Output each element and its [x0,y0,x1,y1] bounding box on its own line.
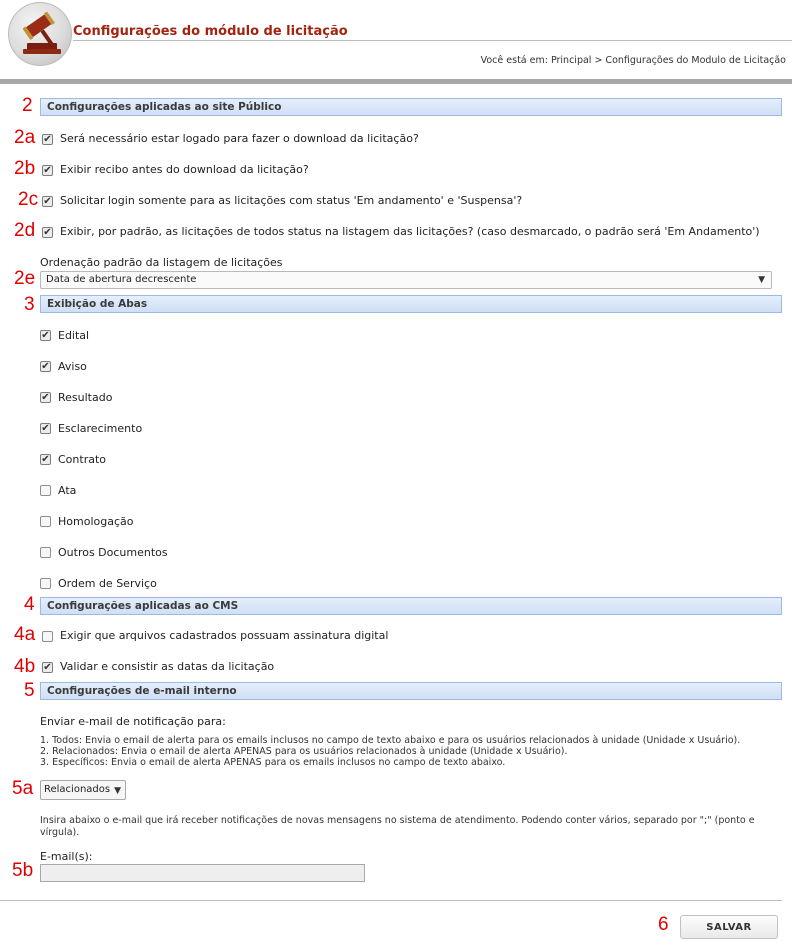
login-status-label: Solicitar login somente para as licitações com status 'Em andamento' e 'Suspensa'? [60,194,523,207]
marker-2b: 2b [14,158,36,179]
validate-dates-label: Validar e consistir as datas da licitação [60,660,275,673]
header-divider [73,40,792,41]
gavel-logo-icon [8,2,72,66]
tab-contrato-checkbox[interactable]: ✔ [41,453,50,465]
login-status-checkbox[interactable]: ✔ [43,195,52,207]
marker-3: 3 [24,294,35,315]
notify-option-relacionados: 2. Relacionados: Envia o email de alerta APENAS para os usuários relacionados à unidade (Unidade x Usuário). [40,746,568,757]
marker-4b: 4b [14,656,36,677]
marker-2a: 2a [14,127,36,148]
marker-5a: 5a [12,778,34,799]
tab-resultado-label: Resultado [58,391,113,404]
tab-homologacao-label: Homologação [58,515,134,528]
breadcrumb: Você está em: Principal > Configurações do Modulo de Licitação [480,55,786,66]
marker-5b: 5b [12,860,34,881]
notify-label: Enviar e-mail de notificação para: [40,715,226,728]
require-login-checkbox[interactable]: ✔ [43,133,52,145]
marker-2e: 2e [14,268,36,289]
marker-2d: 2d [14,220,36,241]
tab-resultado-checkbox[interactable]: ✔ [41,391,50,403]
ordering-select-value: Data de abertura decrescente [46,274,197,285]
marker-6: 6 [658,914,669,935]
dropdown-arrow-icon: ▼ [114,786,121,796]
tab-outros-documentos-checkbox[interactable] [40,547,51,558]
header-bar [0,79,792,84]
digital-signature-checkbox[interactable] [42,631,53,642]
tab-contrato-label: Contrato [58,453,107,466]
tab-esclarecimento-checkbox[interactable]: ✔ [41,422,50,434]
require-login-label: Será necessário estar logado para fazer o download da licitação? [60,132,419,145]
show-all-status-label: Exibir, por padrão, as licitações de todos status na listagem das licitações? (caso desmarcado, o padrão será 'Em Andamento') [60,225,760,238]
ordering-label: Ordenação padrão da listagem de licitações [40,256,283,269]
tab-ordem-servico-checkbox[interactable] [40,578,51,589]
notify-recipients-select[interactable] [40,780,126,800]
page-title: Configurações do módulo de licitação [73,24,348,39]
tab-esclarecimento-label: Esclarecimento [58,422,143,435]
email-hint: Insira abaixo o e-mail que irá receber notificações de novas mensagens no sistema de atendimento. Podendo conter vários, separado por ";" (ponto e vírgula). [40,815,755,838]
email-section-header: Configurações de e-mail interno [40,682,782,700]
tab-ordem-servico-label: Ordem de Serviço [58,577,157,590]
tab-ata-checkbox[interactable] [40,485,51,496]
marker-5: 5 [24,680,35,701]
notify-option-todos: 1. Todos: Envia o email de alerta para os emails inclusos no campo de texto abaixo e para os usuários relacionados à unidade (Unidade x Usuário). [40,735,741,746]
tab-edital-checkbox[interactable]: ✔ [41,329,50,341]
show-receipt-label: Exibir recibo antes do download da licitação? [60,163,309,176]
marker-4: 4 [24,594,35,615]
dropdown-arrow-icon: ▼ [758,275,765,285]
tab-aviso-checkbox[interactable]: ✔ [41,360,50,372]
tab-aviso-label: Aviso [58,360,87,373]
marker-2: 2 [22,95,33,116]
digital-signature-label: Exigir que arquivos cadastrados possuam assinatura digital [60,629,389,642]
validate-dates-checkbox[interactable]: ✔ [43,661,52,673]
ordering-select[interactable] [40,271,772,289]
save-button[interactable]: SALVAR [680,915,778,939]
tab-outros-documentos-label: Outros Documentos [58,546,168,559]
show-receipt-checkbox[interactable]: ✔ [43,164,52,176]
public-site-section-header: Configurações aplicadas ao site Público [40,98,782,116]
cms-section-header: Configurações aplicadas ao CMS [40,597,782,615]
tab-homologacao-checkbox[interactable] [40,516,51,527]
notify-option-especificos: 3. Específicos: Envia o email de alerta APENAS para os emails inclusos no campo de texto abaixo. [40,757,506,768]
email-field-label: E-mail(s): [40,850,93,863]
tabs-section-header: Exibição de Abas [40,295,782,313]
show-all-status-checkbox[interactable]: ✔ [43,226,52,238]
email-field[interactable] [40,864,365,882]
tab-ata-label: Ata [58,484,77,497]
tab-edital-label: Edital [58,329,90,342]
notify-recipients-value: Relacionados [44,784,111,795]
footer-divider [0,900,782,901]
marker-4a: 4a [14,624,36,645]
marker-2c: 2c [18,189,39,210]
